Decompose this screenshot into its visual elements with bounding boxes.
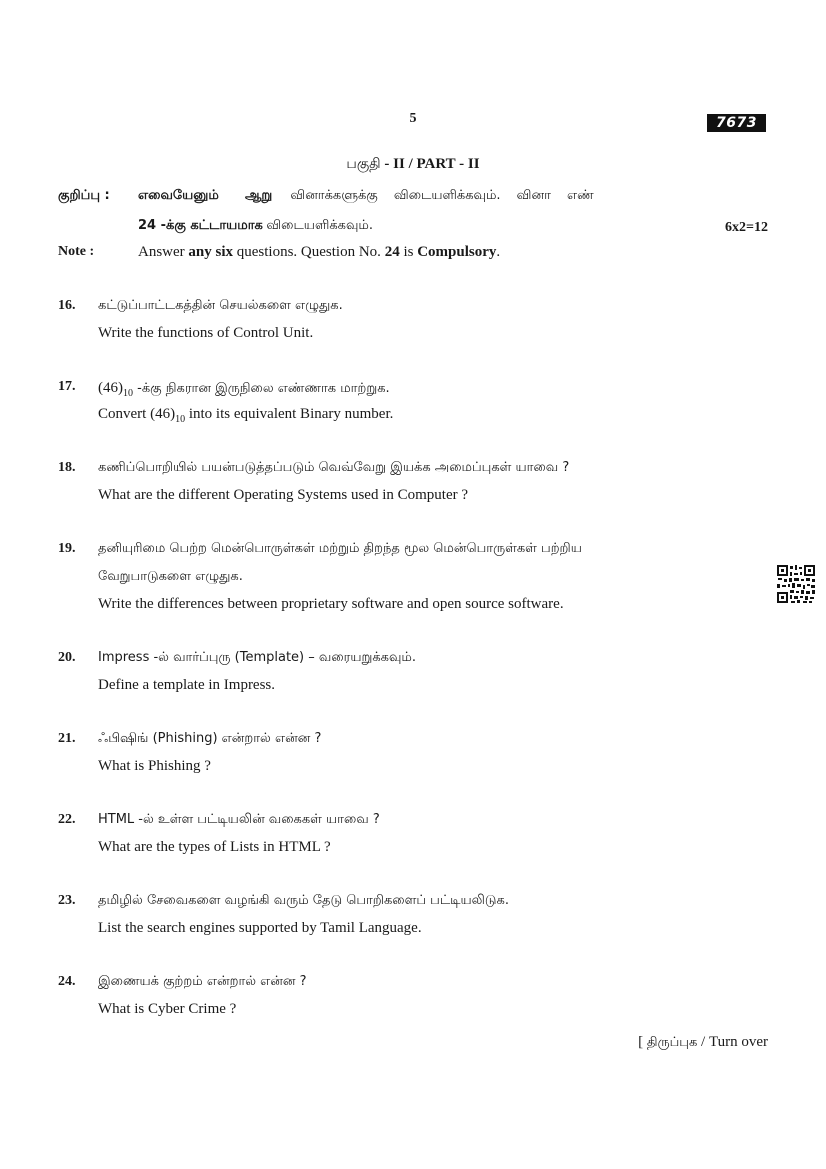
question-number: 17.: [58, 379, 76, 394]
part-title-rest: - II / PART - II: [380, 156, 480, 172]
question-tamil: இணையக் குற்றம் என்றால் என்ன ?: [98, 974, 307, 989]
note-bold-any: எவையேனும்: [138, 188, 219, 203]
question-english: List the search engines supported by Tamil Language.: [98, 920, 422, 936]
page-number: 5: [409, 111, 417, 126]
paper-code-badge: 7673: [707, 114, 766, 132]
question-tamil: Impress -ல் வார்ப்புரு (Template) – வரையறுக்கவும்.: [98, 650, 417, 665]
question-tamil-cont: வேறுபாடுகளை எழுதுக.: [98, 569, 243, 584]
question-number: 20.: [58, 650, 76, 665]
question-number: 23.: [58, 893, 76, 908]
turn-over-english: / Turn over: [697, 1034, 768, 1050]
note-tamil-text1: [138, 188, 594, 204]
question-tamil: தனியுரிமை பெற்ற மென்பொருள்கள் மற்றும் திறந்த மூல மென்பொருள்கள் பற்றிய: [98, 541, 582, 556]
qr-code-icon: [776, 564, 816, 604]
note-bold-six: ஆறு: [244, 188, 273, 203]
note-english-text: Answer any six questions. Question No. 24 is Compulsory.: [138, 244, 501, 260]
question-number: 18.: [58, 460, 76, 475]
part-title: [0, 156, 826, 174]
note-english-label: Note :: [58, 244, 95, 259]
note-bold-compulsory: 24 -க்கு கட்டாயமாக: [138, 218, 263, 233]
question-tamil: கணிப்பொறியில் பயன்படுத்தப்படும் வெவ்வேறு இயக்க அமைப்புகள் யாவை ?: [98, 460, 570, 475]
question-tamil: கட்டுப்பாட்டகத்தின் செயல்களை எழுதுக.: [98, 298, 343, 313]
question-english: Convert $(46)_{10}$ into its equivalent Binary number.: [98, 406, 394, 425]
question-number: 21.: [58, 731, 76, 746]
turn-over-bracket: [: [638, 1034, 647, 1050]
question-number: 19.: [58, 541, 76, 556]
turn-over-note: [638, 1034, 768, 1051]
turn-over-tamil: திருப்புக: [646, 1035, 698, 1050]
question-english: What is Phishing ?: [98, 758, 211, 774]
question-english: Write the functions of Control Unit.: [98, 325, 314, 341]
question-tamil: HTML -ல் உள்ள பட்டியலின் வகைகள் யாவை ?: [98, 812, 380, 827]
part-title-tamil: பகுதி: [346, 156, 381, 172]
question-number: 22.: [58, 812, 76, 827]
marks-total: 6x2=12: [725, 220, 768, 235]
question-english: What are the types of Lists in HTML ?: [98, 839, 331, 855]
question-number: 24.: [58, 974, 76, 989]
question-tamil: $(46)_{10}$ -க்கு நிகரான இருநிலை எண்ணாக மாற்றுக.: [98, 380, 390, 400]
note-tamil-line2: [138, 218, 373, 234]
question-number: 16.: [58, 298, 76, 313]
note-tamil-label: குறிப்பு :: [58, 188, 110, 203]
question-english: Define a template in Impress.: [98, 677, 276, 693]
question-english: What are the different Operating Systems used in Computer ?: [98, 487, 469, 503]
note-tamil-rest1: வினாக்களுக்கு விடையளிக்கவும். வினா எண்: [290, 188, 594, 203]
question-tamil: தமிழில் சேவைகளை வழங்கி வரும் தேடு பொறிகளைப் பட்டியலிடுக.: [98, 893, 509, 908]
note-tamil-rest2: விடையளிக்கவும்.: [266, 218, 373, 233]
question-english: What is Cyber Crime ?: [98, 1001, 237, 1017]
question-english: Write the differences between proprietary software and open source software.: [98, 596, 564, 612]
question-tamil: ஃபிஷிங் (Phishing) என்றால் என்ன ?: [98, 731, 322, 746]
